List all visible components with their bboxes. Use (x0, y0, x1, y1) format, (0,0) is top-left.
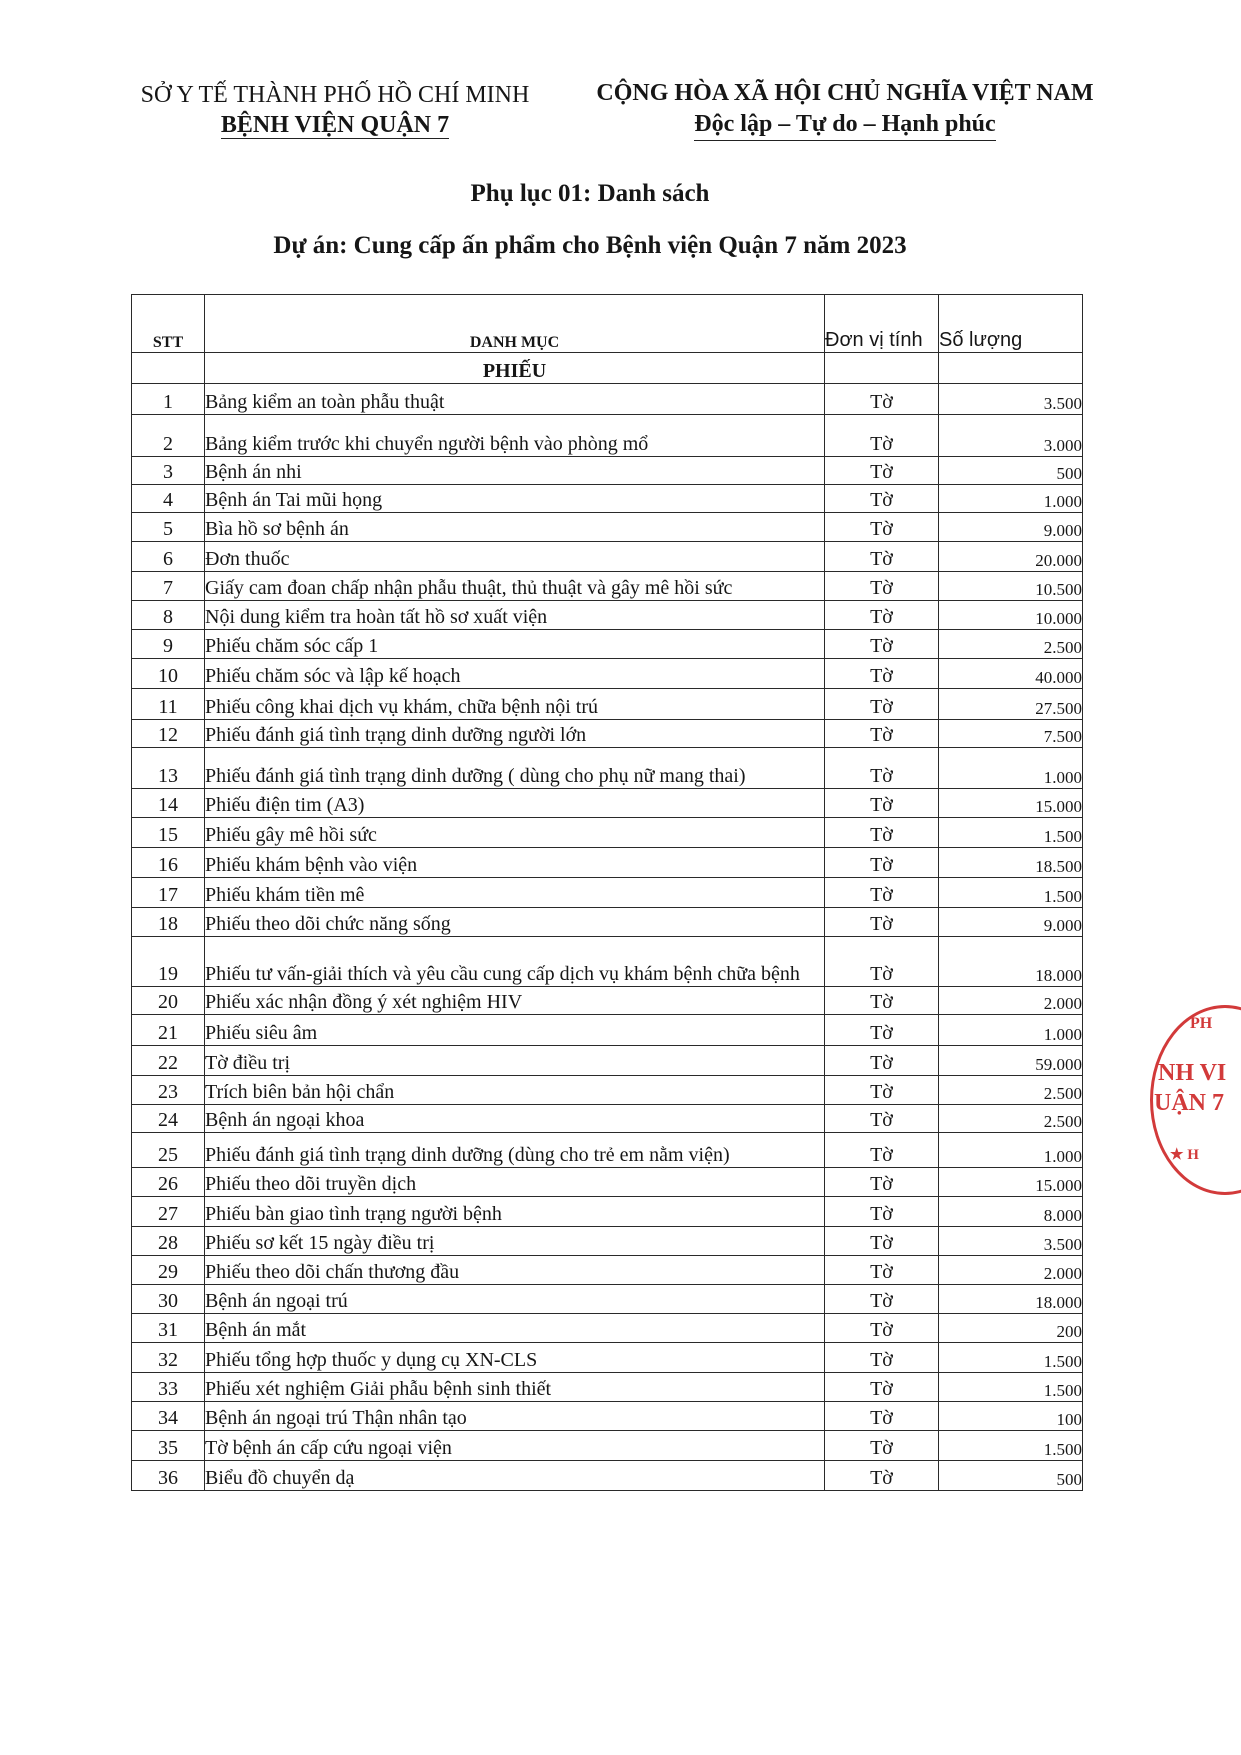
row-stt: 10 (132, 659, 205, 689)
row-unit: Tờ (825, 1431, 939, 1461)
row-unit: Tờ (825, 1343, 939, 1373)
row-stt: 18 (132, 908, 205, 937)
row-stt: 22 (132, 1046, 205, 1076)
table-row (132, 542, 1083, 572)
row-stt: 21 (132, 1015, 205, 1046)
row-qty: 20.000 (939, 542, 1083, 572)
row-unit: Tờ (825, 987, 939, 1015)
table-row (132, 937, 1083, 987)
row-stt: 3 (132, 457, 205, 485)
row-stt: 14 (132, 789, 205, 818)
section-unit-cell (825, 353, 939, 384)
row-unit: Tờ (825, 1373, 939, 1402)
row-name: Phiếu điện tim (A3) (205, 789, 825, 818)
row-stt: 25 (132, 1133, 205, 1168)
row-name: Phiếu chăm sóc cấp 1 (205, 630, 825, 659)
row-unit: Tờ (825, 415, 939, 457)
row-name: Bảng kiểm trước khi chuyển người bệnh vào phòng mổ (205, 415, 825, 457)
row-qty: 15.000 (939, 1168, 1083, 1197)
row-unit: Tờ (825, 1133, 939, 1168)
header-name: DANH MỤC (205, 295, 825, 353)
table-row (132, 987, 1083, 1015)
table-row (132, 1373, 1083, 1402)
section-title: PHIẾU (205, 353, 825, 384)
row-stt: 26 (132, 1168, 205, 1197)
section-qty-cell (939, 353, 1083, 384)
row-qty: 40.000 (939, 659, 1083, 689)
row-qty: 100 (939, 1402, 1083, 1431)
row-stt: 35 (132, 1431, 205, 1461)
row-name: Phiếu đánh giá tình trạng dinh dưỡng ( dùng cho phụ nữ mang thai) (205, 748, 825, 789)
row-name: Bìa hồ sơ bệnh án (205, 513, 825, 542)
row-unit: Tờ (825, 513, 939, 542)
row-qty: 1.500 (939, 818, 1083, 848)
row-stt: 13 (132, 748, 205, 789)
header-stt: STT (132, 295, 205, 353)
row-name: Phiếu tổng hợp thuốc y dụng cụ XN-CLS (205, 1343, 825, 1373)
row-stt: 17 (132, 878, 205, 908)
table-row (132, 1197, 1083, 1227)
table-row (132, 1015, 1083, 1046)
row-unit: Tờ (825, 720, 939, 748)
table-header-row (132, 295, 1083, 353)
row-name: Phiếu siêu âm (205, 1015, 825, 1046)
row-unit: Tờ (825, 457, 939, 485)
row-stt: 29 (132, 1256, 205, 1285)
row-name: Nội dung kiểm tra hoàn tất hồ sơ xuất viện (205, 601, 825, 630)
row-name: Bệnh án mắt (205, 1314, 825, 1343)
row-stt: 9 (132, 630, 205, 659)
row-name: Phiếu theo dõi truyền dịch (205, 1168, 825, 1197)
hospital-name-text: BỆNH VIỆN QUẬN 7 (220, 112, 450, 138)
row-name: Bệnh án ngoại trú (205, 1285, 825, 1314)
table-row (132, 789, 1083, 818)
table-row (132, 485, 1083, 513)
row-qty: 500 (939, 457, 1083, 485)
row-name: Biểu đồ chuyển dạ (205, 1461, 825, 1491)
row-stt: 8 (132, 601, 205, 630)
header-left (120, 80, 550, 140)
table-row (132, 1343, 1083, 1373)
row-stt: 31 (132, 1314, 205, 1343)
row-name: Phiếu sơ kết 15 ngày điều trị (205, 1227, 825, 1256)
row-qty: 1.000 (939, 1133, 1083, 1168)
row-unit: Tờ (825, 601, 939, 630)
row-name: Tờ bệnh án cấp cứu ngoại viện (205, 1431, 825, 1461)
row-name: Bệnh án Tai mũi họng (205, 485, 825, 513)
row-name: Bệnh án nhi (205, 457, 825, 485)
row-name: Phiếu xét nghiệm Giải phẫu bệnh sinh thiết (205, 1373, 825, 1402)
hospital-name (221, 110, 449, 140)
table-row (132, 1431, 1083, 1461)
national-title: CỘNG HÒA XÃ HỘI CHỦ NGHĨA VIỆT NAM (596, 80, 1094, 106)
row-qty: 3.000 (939, 415, 1083, 457)
row-qty: 2.000 (939, 1256, 1083, 1285)
row-stt: 27 (132, 1197, 205, 1227)
row-stt: 4 (132, 485, 205, 513)
national-motto: Độc lập – Tự do – Hạnh phúc (694, 108, 995, 141)
row-qty: 2.500 (939, 630, 1083, 659)
row-qty: 1.500 (939, 878, 1083, 908)
row-stt: 24 (132, 1105, 205, 1133)
row-name: Đơn thuốc (205, 542, 825, 572)
row-unit: Tờ (825, 1046, 939, 1076)
document-subtitle: Dự án: Cung cấp ấn phẩm cho Bệnh viện Quận 7 năm 2023 (273, 232, 907, 259)
header-right (585, 78, 1105, 141)
table-row (132, 1133, 1083, 1168)
row-stt: 16 (132, 848, 205, 878)
row-stt: 33 (132, 1373, 205, 1402)
row-name: Bệnh án ngoại trú Thận nhân tạo (205, 1402, 825, 1431)
row-qty: 1.500 (939, 1373, 1083, 1402)
row-unit: Tờ (825, 542, 939, 572)
row-qty: 3.500 (939, 1227, 1083, 1256)
section-row (132, 353, 1083, 384)
row-unit: Tờ (825, 1076, 939, 1105)
row-name: Giấy cam đoan chấp nhận phẫu thuật, thủ thuật và gây mê hồi sức (205, 572, 825, 601)
table-row (132, 848, 1083, 878)
row-name: Phiếu tư vấn-giải thích và yêu cầu cung cấp dịch vụ khám bệnh chữa bệnh (205, 937, 825, 987)
table-row (132, 1285, 1083, 1314)
row-unit: Tờ (825, 1461, 939, 1491)
row-name: Phiếu chăm sóc và lập kế hoạch (205, 659, 825, 689)
row-unit: Tờ (825, 1314, 939, 1343)
table-body (132, 353, 1083, 1491)
table-row (132, 1046, 1083, 1076)
row-unit: Tờ (825, 748, 939, 789)
table-row (132, 878, 1083, 908)
row-qty: 2.500 (939, 1076, 1083, 1105)
table-row (132, 415, 1083, 457)
table-row (132, 601, 1083, 630)
row-qty: 9.000 (939, 513, 1083, 542)
table-row (132, 908, 1083, 937)
row-stt: 36 (132, 1461, 205, 1491)
row-unit: Tờ (825, 384, 939, 415)
row-unit: Tờ (825, 1015, 939, 1046)
row-qty: 59.000 (939, 1046, 1083, 1076)
table-row (132, 457, 1083, 485)
table-row (132, 384, 1083, 415)
row-stt: 2 (132, 415, 205, 457)
table-row (132, 818, 1083, 848)
row-name: Phiếu khám bệnh vào viện (205, 848, 825, 878)
row-unit: Tờ (825, 1285, 939, 1314)
row-stt: 30 (132, 1285, 205, 1314)
row-unit: Tờ (825, 1105, 939, 1133)
stamp-text-2: NH VI (1158, 1060, 1227, 1086)
row-name: Phiếu gây mê hồi sức (205, 818, 825, 848)
row-name: Tờ điều trị (205, 1046, 825, 1076)
row-qty: 200 (939, 1314, 1083, 1343)
row-qty: 18.500 (939, 848, 1083, 878)
row-unit: Tờ (825, 878, 939, 908)
row-qty: 3.500 (939, 384, 1083, 415)
row-name: Phiếu đánh giá tình trạng dinh dưỡng người lớn (205, 720, 825, 748)
row-unit: Tờ (825, 789, 939, 818)
stamp-text-4: ★ H (1170, 1147, 1199, 1163)
table-row (132, 1168, 1083, 1197)
row-unit: Tờ (825, 630, 939, 659)
row-qty: 18.000 (939, 937, 1083, 987)
row-name: Trích biên bản hội chẩn (205, 1076, 825, 1105)
row-name: Phiếu đánh giá tình trạng dinh dưỡng (dùng cho trẻ em nằm viện) (205, 1133, 825, 1168)
row-unit: Tờ (825, 848, 939, 878)
table-row (132, 1314, 1083, 1343)
row-unit: Tờ (825, 659, 939, 689)
row-name: Bệnh án ngoại khoa (205, 1105, 825, 1133)
table-row (132, 659, 1083, 689)
row-qty: 2.000 (939, 987, 1083, 1015)
row-unit: Tờ (825, 1168, 939, 1197)
row-unit: Tờ (825, 1256, 939, 1285)
table-row (132, 1256, 1083, 1285)
row-unit: Tờ (825, 1402, 939, 1431)
row-name: Bảng kiểm an toàn phẫu thuật (205, 384, 825, 415)
table-row (132, 630, 1083, 659)
header-unit: Đơn vị tính (825, 295, 939, 353)
row-stt: 1 (132, 384, 205, 415)
header-qty: Số lượng (939, 295, 1083, 353)
row-unit: Tờ (825, 572, 939, 601)
stamp-text-1: PH (1190, 1015, 1213, 1032)
table-row (132, 513, 1083, 542)
row-qty: 10.500 (939, 572, 1083, 601)
row-unit: Tờ (825, 689, 939, 720)
row-qty: 10.000 (939, 601, 1083, 630)
row-stt: 34 (132, 1402, 205, 1431)
row-stt: 19 (132, 937, 205, 987)
table-row (132, 1105, 1083, 1133)
row-qty: 1.000 (939, 748, 1083, 789)
row-stt: 28 (132, 1227, 205, 1256)
table-row (132, 1076, 1083, 1105)
row-name: Phiếu khám tiền mê (205, 878, 825, 908)
row-unit: Tờ (825, 1227, 939, 1256)
row-qty: 18.000 (939, 1285, 1083, 1314)
row-stt: 15 (132, 818, 205, 848)
department-name: SỞ Y TẾ THÀNH PHỐ HỒ CHÍ MINH (140, 82, 530, 108)
row-qty: 2.500 (939, 1105, 1083, 1133)
row-qty: 500 (939, 1461, 1083, 1491)
row-unit: Tờ (825, 937, 939, 987)
row-qty: 15.000 (939, 789, 1083, 818)
section-stt-cell (132, 353, 205, 384)
row-qty: 7.500 (939, 720, 1083, 748)
row-qty: 27.500 (939, 689, 1083, 720)
row-qty: 9.000 (939, 908, 1083, 937)
row-qty: 1.500 (939, 1343, 1083, 1373)
table-row (132, 720, 1083, 748)
row-name: Phiếu công khai dịch vụ khám, chữa bệnh nội trú (205, 689, 825, 720)
row-unit: Tờ (825, 818, 939, 848)
table-row (132, 689, 1083, 720)
red-stamp (1150, 1005, 1241, 1195)
row-unit: Tờ (825, 1197, 939, 1227)
row-qty: 8.000 (939, 1197, 1083, 1227)
row-stt: 7 (132, 572, 205, 601)
row-unit: Tờ (825, 485, 939, 513)
row-qty: 1.500 (939, 1431, 1083, 1461)
table-row (132, 1461, 1083, 1491)
row-name: Phiếu theo dõi chức năng sống (205, 908, 825, 937)
stamp-text-3: UẬN 7 (1154, 1090, 1224, 1116)
item-table (131, 294, 1083, 1491)
table-row (132, 572, 1083, 601)
document-title: Phụ lục 01: Danh sách (470, 180, 710, 207)
row-stt: 23 (132, 1076, 205, 1105)
row-stt: 32 (132, 1343, 205, 1373)
table-row (132, 1227, 1083, 1256)
table-row (132, 748, 1083, 789)
row-qty: 1.000 (939, 485, 1083, 513)
row-stt: 20 (132, 987, 205, 1015)
row-qty: 1.000 (939, 1015, 1083, 1046)
row-unit: Tờ (825, 908, 939, 937)
row-stt: 6 (132, 542, 205, 572)
row-name: Phiếu theo dõi chấn thương đầu (205, 1256, 825, 1285)
row-stt: 5 (132, 513, 205, 542)
row-stt: 11 (132, 689, 205, 720)
row-name: Phiếu bàn giao tình trạng người bệnh (205, 1197, 825, 1227)
table-row (132, 1402, 1083, 1431)
row-name: Phiếu xác nhận đồng ý xét nghiệm HIV (205, 987, 825, 1015)
row-stt: 12 (132, 720, 205, 748)
